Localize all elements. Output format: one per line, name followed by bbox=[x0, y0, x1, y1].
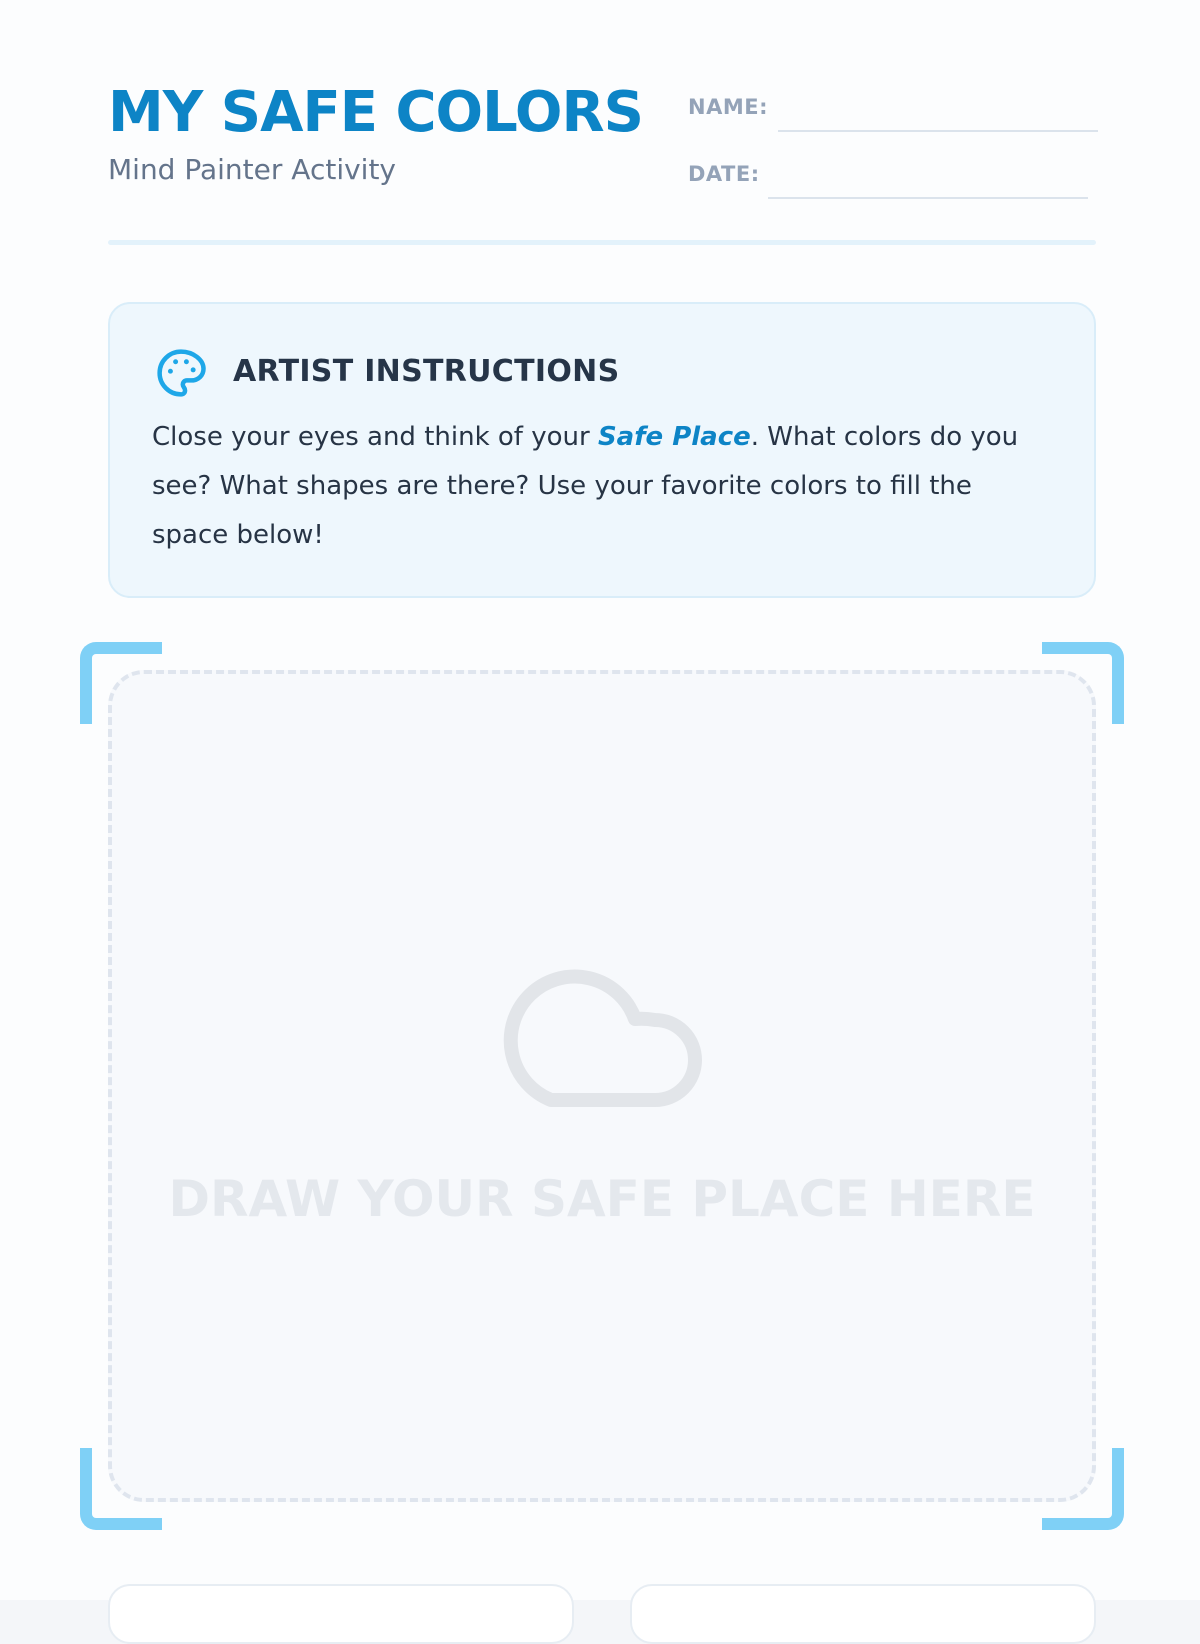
name-label: NAME: bbox=[688, 95, 768, 119]
bottom-card-left bbox=[108, 1584, 574, 1644]
instructions-heading: ARTIST INSTRUCTIONS bbox=[233, 354, 620, 389]
drawing-area-label: DRAW YOUR SAFE PLACE HERE bbox=[168, 1170, 1036, 1228]
date-field-line[interactable] bbox=[768, 197, 1088, 199]
palette-icon bbox=[154, 346, 208, 400]
page-title: MY SAFE COLORS bbox=[108, 80, 643, 145]
instructions-panel bbox=[108, 302, 1096, 598]
bottom-card-right bbox=[630, 1584, 1096, 1644]
instructions-text-start: Close your eyes and think of your bbox=[152, 422, 598, 452]
instructions-text-end: . What colors do you see? What shapes are there? Use your favorite colors to fill the space below! bbox=[152, 422, 1019, 550]
cloud-icon bbox=[495, 955, 705, 1115]
header-divider bbox=[108, 240, 1096, 245]
instructions-text bbox=[152, 413, 1052, 560]
name-field-line[interactable] bbox=[778, 130, 1098, 132]
page-subtitle: Mind Painter Activity bbox=[108, 153, 396, 186]
safe-place-emphasis: Safe Place bbox=[597, 422, 751, 452]
date-label: DATE: bbox=[688, 162, 760, 186]
